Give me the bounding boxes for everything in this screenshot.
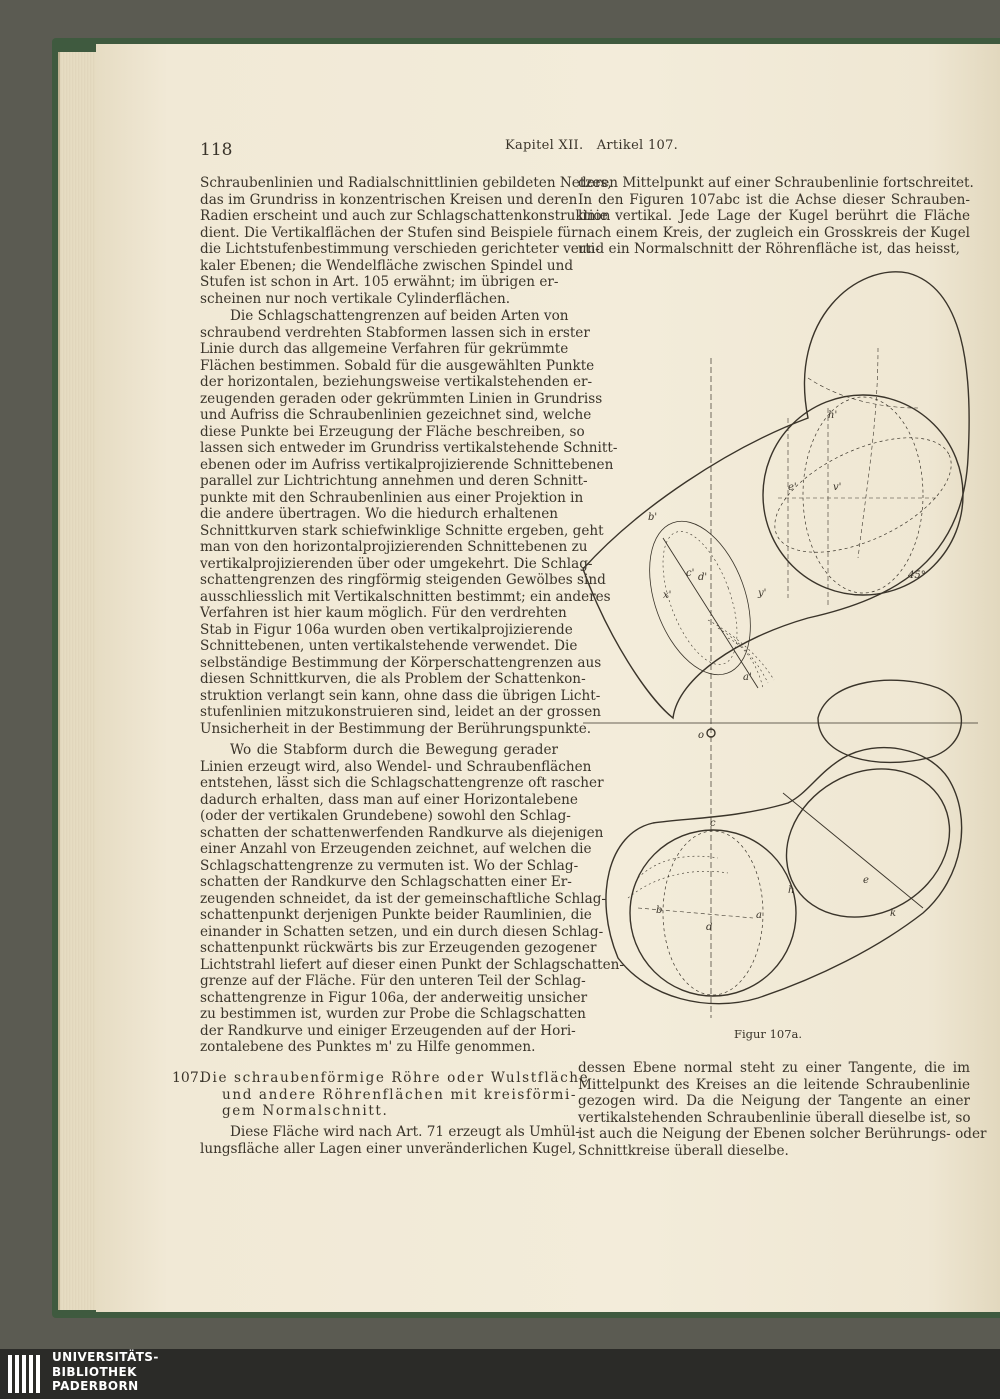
text-line: zeugenden geraden oder gekrümmten Linien in Grundriss — [200, 390, 603, 407]
text-line: zeugenden schneidet, da ist der gemeinschaftliche Schlag- — [200, 890, 607, 907]
figure-label: k — [890, 908, 897, 919]
figure-label: e' — [788, 482, 797, 493]
text-line: zontalebene des Punktes m' zu Hilfe genommen. — [200, 1039, 536, 1055]
sphere-upper — [763, 395, 963, 595]
text-line: Verfahren ist hier kaum möglich. Für den verdrehten — [200, 605, 567, 621]
text-line: und ein Normalschnitt der Röhrenfläche ist, das heisst, — [578, 241, 960, 257]
text-line: kaler Ebenen; die Wendelfläche zwischen Spindel und — [200, 257, 574, 274]
figure-label: e — [863, 875, 869, 886]
text-line: vertikalstehenden Schraubenlinie überall dieselbe ist, so — [578, 1109, 971, 1126]
text-line: linie vertikal. Jede Lage der Kugel berührt die Fläche — [578, 208, 970, 224]
figure-label: d' — [698, 572, 708, 583]
text-line: diesen Schnittkurven, die als Problem der Schattenkon- — [200, 671, 586, 687]
text-line: lungsfläche aller Lagen einer unveränderlichen Kugel, — [200, 1140, 577, 1157]
page-edges — [58, 52, 100, 1310]
figure-label: c' — [686, 568, 695, 579]
figure-107a — [578, 258, 978, 1038]
text-line: Stab in Figur 106a wurden oben vertikalprojizierende — [200, 621, 573, 638]
figure-label: o — [698, 730, 705, 741]
figure-label: v' — [833, 482, 842, 493]
article-title-line: und andere Röhrenflächen mit kreisförmi- — [222, 1086, 578, 1103]
text-line: schattenpunkt rückwärts bis zur Erzeugenden gezogener — [200, 940, 597, 956]
text-line: lassen sich entweder im Grundriss vertikalstehende Schnitt- — [200, 440, 618, 456]
text-line: Linie durch das allgemeine Verfahren für gekrümmte — [200, 341, 569, 357]
text-line: die andere übertragen. Wo die hiedurch erhaltenen — [200, 506, 558, 522]
figure-label: b — [656, 905, 663, 916]
text-line: entstehen, lässt sich die Schlagschattengrenze oft rascher — [200, 775, 604, 791]
text-line: Mittelpunkt des Kreises an die leitende Schraubenlinie — [578, 1076, 970, 1093]
article-title-line: gem Normalschnitt. — [222, 1103, 389, 1119]
left-paragraph-3 — [200, 742, 625, 1056]
text-line: Unsicherheit in der Bestimmung der Berührungspunkte. — [200, 720, 592, 737]
text-line: einer Anzahl von Erzeugenden zeichnet, auf welchen die — [200, 841, 592, 857]
article-title-line: Die schraubenförmige Röhre oder Wulstfläche — [200, 1070, 590, 1086]
text-line: Die Schlagschattengrenzen auf beiden Arten von — [230, 308, 569, 324]
text-line: In den Figuren 107abc ist die Achse dieser Schrauben- — [578, 191, 970, 208]
text-line: gezogen wird. Da die Neigung der Tangente an einer — [578, 1093, 970, 1109]
text-line: struktion verlangt sein kann, ohne dass die übrigen Licht- — [200, 687, 601, 704]
text-line: dadurch erhalten, dass man auf einer Horizontalebene — [200, 791, 578, 808]
left-paragraph-2 — [200, 308, 618, 737]
normal-circle-upper — [758, 414, 968, 576]
text-line: schatten der schattenwerfenden Randkurve als diejenigen — [200, 824, 604, 841]
text-line: das im Grundriss in konzentrischen Kreisen und deren — [200, 191, 578, 208]
text-line: der horizontalen, beziehungsweise vertikalstehenden er- — [200, 374, 593, 390]
text-line: ist auch die Neigung der Ebenen solcher Berührungs- oder — [578, 1126, 987, 1142]
library-logo-text — [52, 1350, 159, 1394]
text-line: und Aufriss die Schraubenlinien gezeichnet sind, welche — [200, 407, 592, 423]
text-line: schraubend verdrehten Stabformen lassen sich in erster — [200, 324, 590, 341]
text-line: Stufen ist schon in Art. 105 erwähnt; im übrigen er- — [200, 274, 559, 290]
text-line: ebenen oder im Aufriss vertikalprojizierende Schnittebenen — [200, 456, 614, 473]
text-line: einander in Schatten setzen, und ein durch diesen Schlag- — [200, 923, 604, 940]
tube-outline-upper — [583, 272, 969, 718]
figure-label: a — [756, 910, 762, 921]
figure-label: y' — [758, 588, 767, 599]
running-head: Kapitel XII. Artikel 107. — [505, 138, 679, 153]
figure-label: d — [706, 922, 713, 933]
text-line: parallel zur Lichtrichtung annehmen und deren Schnitt- — [200, 473, 588, 489]
text-line: schatten der Randkurve den Schlagschatten einer Er- — [200, 874, 572, 890]
logo-line: BIBLIOTHEK — [52, 1364, 137, 1379]
figure-label: h' — [828, 410, 838, 421]
text-line: Wo die Stabform durch die Bewegung gerader — [230, 742, 558, 758]
text-line: schattengrenze in Figur 106a, der anderweitig unsicher — [200, 989, 588, 1006]
text-line: zu bestimmen ist, wurden zur Probe die Schlagschatten — [200, 1006, 586, 1022]
text-line: grenze auf der Fläche. Für den unteren Teil der Schlag- — [200, 973, 586, 989]
normal-circle-left — [630, 507, 769, 688]
sphere-lower-right — [759, 740, 976, 946]
figure-label: h — [788, 885, 795, 896]
text-line: Flächen bestimmen. Sobald für die ausgewählten Punkte — [200, 357, 595, 374]
figure-label: c — [710, 818, 716, 829]
text-line: selbständige Bestimmung der Körperschattengrenzen aus — [200, 654, 602, 671]
text-line: Linien erzeugt wird, also Wendel- und Schraubenflächen — [200, 758, 592, 775]
tube-outline-lower — [606, 748, 962, 1004]
article-title — [200, 1070, 590, 1120]
text-line: punkte mit den Schraubenlinien aus einer Projektion in — [200, 489, 584, 506]
text-line: Schlagschattengrenze zu vermuten ist. Wo der Schlag- — [200, 857, 579, 874]
text-line: scheinen nur noch vertikale Cylinderflächen. — [200, 290, 511, 307]
text-line: ausschliesslich mit Vertikalschnitten bestimmt; ein anderes — [200, 588, 611, 605]
figure-label: a' — [743, 672, 752, 683]
right-paragraph-top — [578, 175, 974, 258]
text-line: Lichtstrahl liefert auf dieser einen Punkt der Schlagschatten- — [200, 956, 625, 973]
library-logo-icon — [6, 1351, 42, 1397]
text-line: man von den horizontalprojizierenden Schnittebenen zu — [200, 539, 588, 555]
text-line: schattengrenzen des ringförmig steigenden Gewölbes sind — [200, 572, 606, 588]
text-line: Radien erscheint und auch zur Schlagschattenkonstruktion — [200, 208, 611, 224]
text-line: deren Mittelpunkt auf einer Schraubenlinie fortschreitet. — [578, 175, 974, 191]
text-line: stufenlinien mitzukonstruieren sind, leidet an der grossen — [200, 704, 602, 720]
text-line: Schnittkreise überall dieselbe. — [578, 1142, 789, 1159]
text-line: der Randkurve und einiger Erzeugenden auf der Hori- — [200, 1022, 576, 1039]
text-line: Schnittkurven stark schiefwinklige Schnitte ergeben, geht — [200, 522, 604, 539]
figure-label: 45° — [908, 570, 926, 581]
figure-caption: Figur 107a. — [734, 1027, 803, 1041]
text-line: Schnittebenen, unten vertikalstehende verwendet. Die — [200, 638, 578, 654]
text-line: schattenpunkt derjenigen Punkte beider Raumlinien, die — [200, 907, 592, 923]
text-line: die Lichtstufenbestimmung verschieden gerichteter verti- — [200, 241, 600, 257]
sphere-lower — [630, 830, 796, 996]
article-number: 107. — [172, 1070, 204, 1086]
text-line: vertikalprojizierenden über oder umgekehrt. Die Schlag- — [200, 555, 593, 572]
figure-label: x' — [663, 590, 672, 601]
page-number: 118 — [200, 140, 233, 160]
figure-label: b' — [648, 512, 658, 523]
text-line: diese Punkte bei Erzeugung der Fläche beschreiben, so — [200, 423, 585, 440]
text-line: dient. Die Vertikalflächen der Stufen sind Beispiele für — [200, 224, 578, 241]
text-line: Diese Fläche wird nach Art. 71 erzeugt als Umhül- — [230, 1124, 580, 1140]
text-line: nach einem Kreis, der zugleich ein Grosskreis der Kugel — [578, 224, 970, 241]
text-line: Schraubenlinien und Radialschnittlinien gebildeten Netzes, — [200, 175, 612, 191]
logo-line: UNIVERSITÄTS- — [52, 1350, 159, 1364]
left-paragraph-1 — [200, 175, 612, 307]
tube-end-section — [818, 680, 961, 762]
text-line: dessen Ebene normal steht zu einer Tangente, die im — [578, 1060, 970, 1076]
left-paragraph-4 — [200, 1124, 580, 1157]
right-paragraph-bottom — [578, 1060, 987, 1159]
text-line: (oder der vertikalen Grundebene) sowohl den Schlag- — [200, 808, 571, 824]
logo-line: PADERBORN — [52, 1379, 139, 1393]
